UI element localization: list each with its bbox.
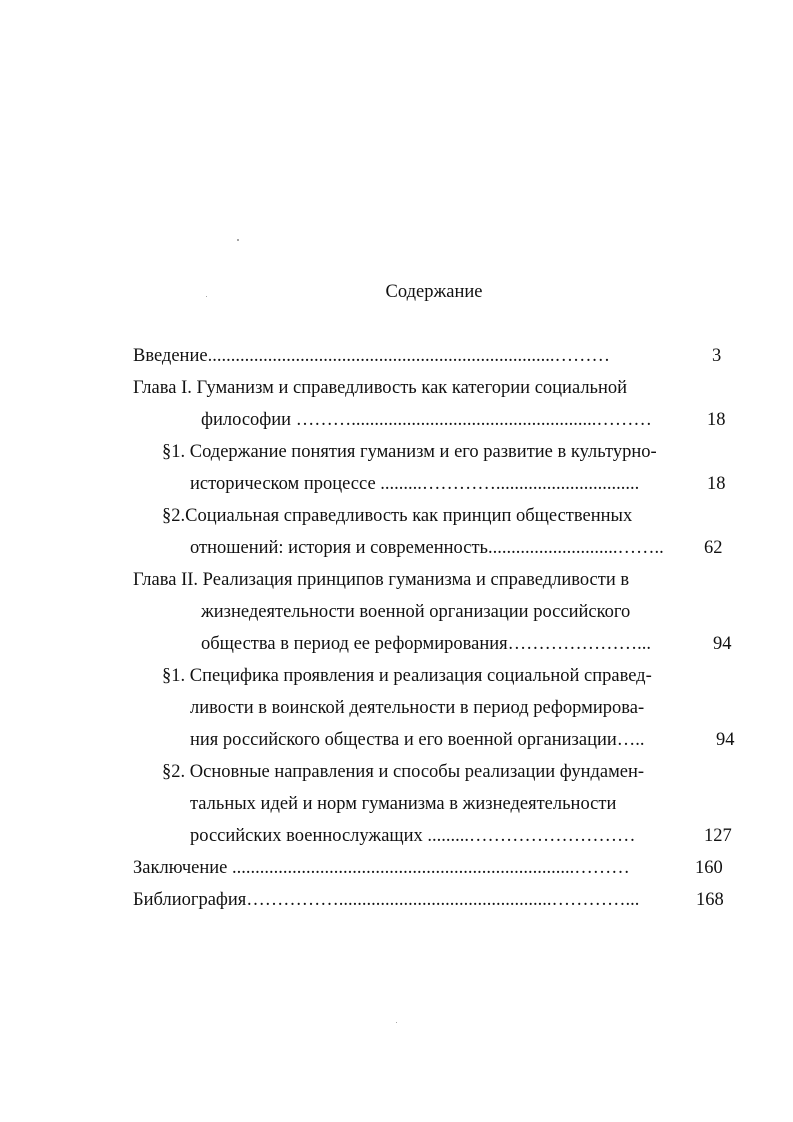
toc-entry-section-1-1-cont: историческом процессе .........…………............................... <box>190 474 640 494</box>
toc-page-number: 62 <box>704 538 723 558</box>
toc-entry-bibliography: Библиография……………..............................................…………... <box>133 890 640 910</box>
toc-page-number: 94 <box>716 730 735 750</box>
toc-page-number: 160 <box>695 858 723 878</box>
toc-entry-section-2-1-cont: ния российского общества и его военной организации….. <box>190 730 645 750</box>
toc-entry-section-2-1: §1. Специфика проявления и реализация социальной справед- <box>162 666 652 686</box>
toc-entry-chapter-2-cont: общества в период ее реформирования…………………... <box>201 634 652 654</box>
toc-entry-section-2-2-cont: российских военнослужащих .........……………………… <box>190 826 636 846</box>
toc-entry-chapter-1: Глава I. Гуманизм и справедливость как категории социальной <box>133 378 628 398</box>
toc-entry-conclusion: Заключение ..........................................................................……… <box>133 858 630 878</box>
toc-entry-chapter-1-cont: философии ……….....................................................……… <box>201 410 652 430</box>
toc-page-number: 94 <box>713 634 732 654</box>
toc-page-number: 18 <box>707 474 726 494</box>
scan-speck <box>206 296 207 297</box>
toc-entry-section-2-2: §2. Основные направления и способы реализации фундамен- <box>162 762 645 782</box>
page-title: Содержание <box>385 282 483 302</box>
toc-entry-section-1-2-cont: отношений: история и современность............................…….. <box>190 538 664 558</box>
toc-page-number: 18 <box>707 410 726 430</box>
toc-entry-introduction: Введение...........................................................................……… <box>133 346 610 366</box>
toc-page-number: 168 <box>696 890 724 910</box>
toc-entry-section-2-2-cont: тальных идей и норм гуманизма в жизнедеятельности <box>190 794 617 814</box>
toc-page-number: 127 <box>704 826 732 846</box>
toc-entry-chapter-2-cont: жизнедеятельности военной организации российского <box>201 602 631 622</box>
toc-page-number: 3 <box>712 346 722 366</box>
toc-entry-section-2-1-cont: ливости в воинской деятельности в период реформирова- <box>190 698 645 718</box>
scan-speck <box>237 239 239 241</box>
toc-entry-section-1-2: §2.Социальная справедливость как принцип общественных <box>162 506 633 526</box>
scan-speck <box>396 1022 397 1023</box>
toc-entry-section-1-1: §1. Содержание понятия гуманизм и его развитие в культурно- <box>162 442 657 462</box>
toc-entry-chapter-2: Глава II. Реализация принципов гуманизма и справедливости в <box>133 570 630 590</box>
